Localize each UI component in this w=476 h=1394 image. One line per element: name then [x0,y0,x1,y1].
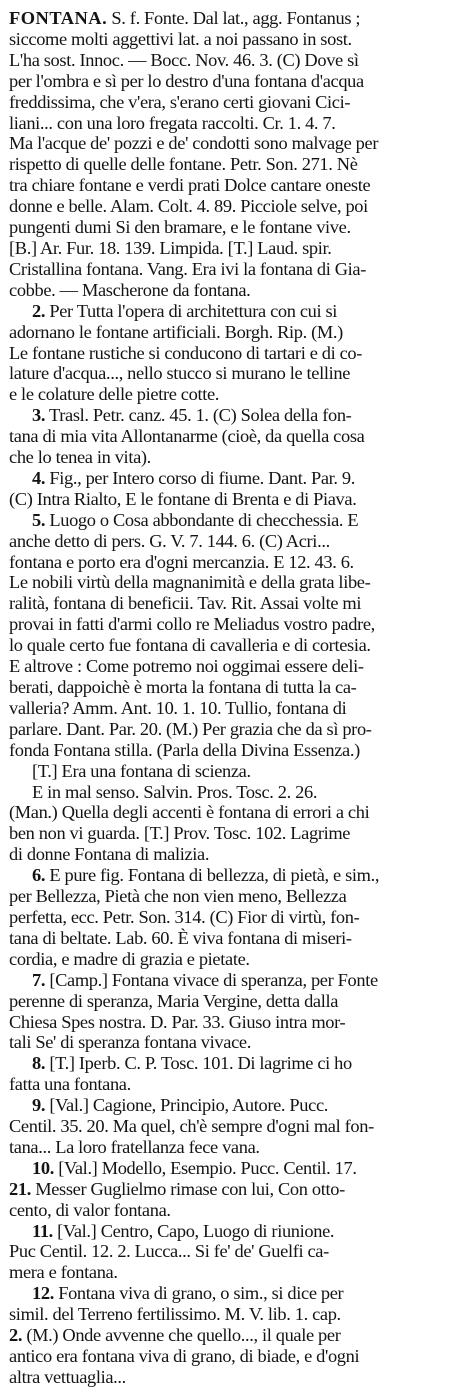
entry-line: 21. Messer Guglielmo rimase con lui, Con otto- [9,1178,345,1199]
entry-line: siccome molti aggettivi lat. a noi passano in sost. [9,28,352,49]
entry-line: perfetta, ecc. Petr. Son. 314. (C) Fior di virtù, fon- [9,906,360,927]
entry-line: tana di mia vita Allontanarme (cioè, da quella cosa [9,426,365,447]
sense-4-line: 4. Fig., per Intero corso di fiume. Dant. Par. 9. [32,467,356,488]
entry-line: per l'ombra e sì per lo destro d'una fontana d'acqua [9,70,364,91]
entry-line: (Man.) Quella degli accenti è fontana di errori a chi [9,802,370,823]
entry-line: FONTANA. S. f. Fonte. Dal lat., agg. Fontanus ; [9,8,361,28]
entry-line: fonda Fontana stilla. (Parla della Divina Essenza.) [9,739,360,760]
entry-line: Le nobili virtù della magnanimità e della grata libe- [9,572,371,593]
sense-number: 2. [9,1325,23,1346]
sense-number: 9. [32,1095,46,1116]
entry-line: cobbe. — Mascherone da fontana. [9,279,251,300]
entry-line: lature d'acqua..., nello stucco si murano le telline [9,363,351,384]
sense-10-line: 10. [Val.] Modello, Esempio. Pucc. Centil. 17. [32,1157,357,1178]
entry-line: per Bellezza, Pietà che non vien meno, Bellezza [9,886,347,907]
entry-line: donne e belle. Alam. Colt. 4. 89. Picciole selve, poi [9,196,368,217]
entry-line: Chiesa Spes nostra. D. Par. 33. Giuso intra mor- [9,1011,346,1032]
headword: FONTANA. [9,8,108,28]
entry-line: di donne Fontana di malizia. [9,844,210,865]
entry-line: berati, dappoichè è morta la fontana di tutta la ca- [9,677,357,697]
entry-line: E altrove : Come potremo noi oggimai essere deli- [9,656,364,677]
entry-line: ben non vi guarda. [T.] Prov. Tosc. 102. Lagrime [9,823,351,844]
entry-line: rispetto di quelle delle fontane. Petr. Son. 271. Nè [9,154,358,175]
entry-line: pungenti dumi Si den bramare, e le fontane vive. [9,217,351,238]
sense-number: 7. [32,969,46,990]
sense-number: 6. [32,865,46,886]
entry-line: che lo tenea in vita). [9,447,151,468]
sense-6-line: 6. E pure fig. Fontana di bellezza, di pietà, e sim., [32,865,380,886]
entry-line: Le fontane rustiche si conducono di tartari e di co- [9,342,363,363]
entry-line: adornano le fontane artificiali. Borgh. Rip. (M.) [9,321,343,342]
entry-line: fatta una fontana. [9,1074,131,1095]
entry-line: e le colature delle pietre cotte. [9,384,220,405]
sense-number: 12. [32,1283,54,1304]
sense-number: 4. [32,467,46,488]
sense-number: 5. [32,509,46,530]
entry-line: simil. del Terreno fertilissimo. M. V. lib. 1. cap. [9,1304,341,1325]
sense-3-line: 3. Trasl. Petr. canz. 45. 1. (C) Solea della fon- [32,405,352,426]
entry-line: altra vettuaglia... [9,1366,126,1387]
entry-line: fontana e porto era d'ogni mercanzia. E 12. 43. 6. [9,551,354,572]
entry-line: perenne di speranza, Maria Vergine, detta dalla [9,990,339,1011]
sense-12-line: 12. Fontana viva di grano, o sim., si dice per [32,1283,344,1304]
entry-line: Centil. 35. 20. Ma quel, ch'è sempre d'ogni mal fon- [9,1116,374,1137]
entry-line: E in mal senso. Salvin. Pros. Tosc. 2. 26. [32,781,318,802]
entry-line: L'ha sost. Innoc. — Bocc. Nov. 46. 3. (C) Dove sì [9,49,359,70]
sense-11-line: 11. [Val.] Centro, Capo, Luogo di riunione. [32,1220,335,1241]
sense-number: 2. [32,300,46,321]
sense-number: 10. [32,1157,54,1178]
sense-2-line: 2. Per Tutta l'opera di architettura con cui si [32,300,338,321]
entry-line: mera e fontana. [9,1262,118,1283]
sense-number: 21. [9,1178,31,1199]
sense-8-line: 8. [T.] Iperb. C. P. Tosc. 101. Di lagrime ci ho [32,1053,352,1074]
entry-line: liani... con una loro fregata raccolti. Cr. 1. 4. 7. [9,112,336,133]
entry-line: ralità, fontana di beneficii. Tav. Rit. Assai volte mi [9,593,362,614]
entry-line: Ma l'acque de' pozzi e de' condotti sono malvage per [9,133,379,154]
entry-line: cordia, e madre di grazia e pietate. [9,948,250,969]
sense-9-line: 9. [Val.] Cagione, Principio, Autore. Pucc. [32,1095,329,1116]
entry-line: 2. (M.) Onde avvenne che quello..., il quale per [9,1325,341,1346]
entry-line: tali Se' di speranza fontana vivace. [9,1032,251,1053]
entry-line: freddissima, che v'era, s'erano certi giovani Cici- [9,91,351,112]
entry-line: provai in fatti d'armi collo re Meliadus vostro padre, [9,614,375,635]
entry-line: cento, di valor fontana. [9,1199,171,1220]
entry-line: Puc Centil. 12. 2. Lucca... Si fe' de' Guelfi ca- [9,1241,329,1262]
entry-line: lo quale certo fue fontana di cavalleria e di cortesia. [9,635,371,656]
entry-line: tana... La loro fratellanza fece vana. [9,1136,260,1157]
entry-line: tra chiare fontane e verdi prati Dolce cantare oneste [9,175,371,196]
entry-line: [T.] Era una fontana di scienza. [32,760,251,781]
entry-line: (C) Intra Rialto, E le fontane di Brenta e di Piava. [9,488,357,509]
entry-line: parlare. Dant. Par. 20. (M.) Per grazia che da sì pro- [9,718,372,739]
sense-7-line: 7. [Camp.] Fontana vivace di speranza, per Fonte [32,969,378,990]
entry-line: antico era fontana viva di grano, di biade, e d'ogni [9,1346,360,1366]
sense-number: 3. [32,405,46,426]
sense-number: 11. [32,1220,53,1241]
entry-line: Cristallina fontana. Vang. Era ivi la fontana di Gia- [9,258,366,279]
entry-line: tana di beltate. Lab. 60. È viva fontana di miseri- [9,927,352,948]
entry-line: valleria? Amm. Ant. 10. 1. 10. Tullio, fontana di [9,697,347,718]
entry-line: [B.] Ar. Fur. 18. 139. Limpida. [T.] Laud. spir. [9,237,332,258]
sense-5-line: 5. Luogo o Cosa abbondante di checchessia. E [32,509,359,530]
sense-number: 8. [32,1053,46,1074]
entry-line: anche detto di pers. G. V. 7. 144. 6. (C) Acri... [9,530,330,551]
